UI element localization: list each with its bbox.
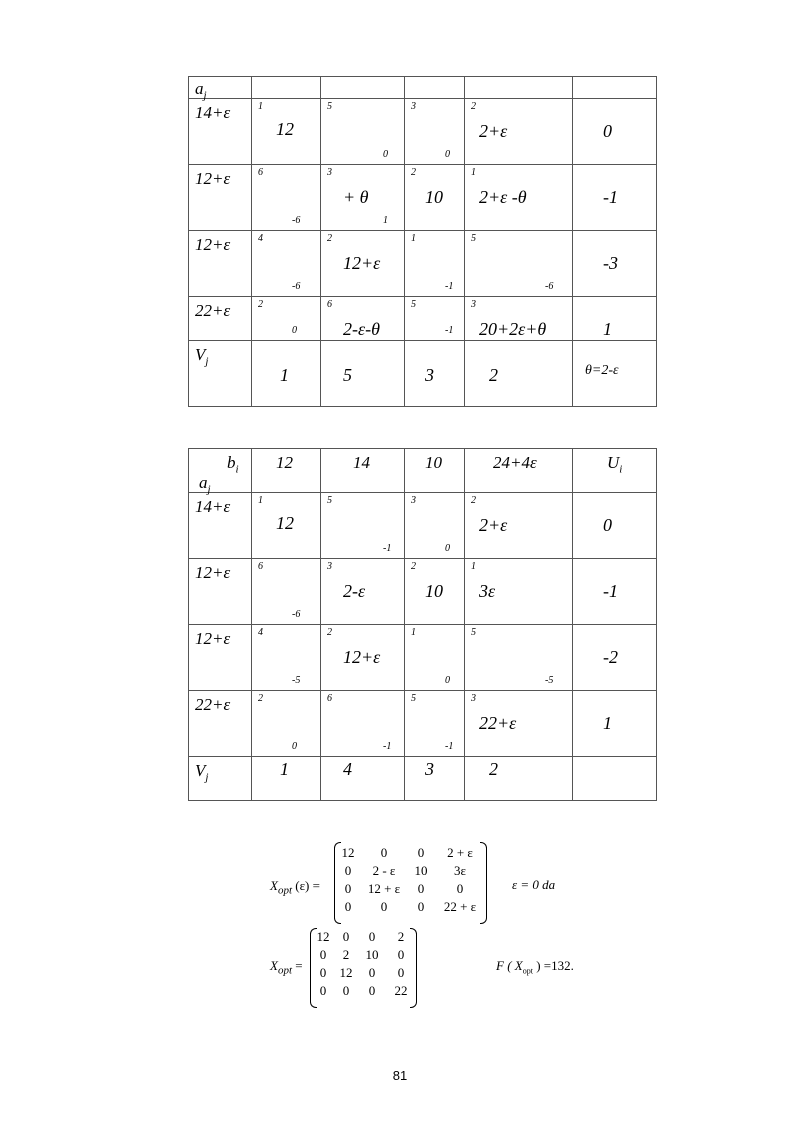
matrix-2 <box>312 929 416 999</box>
table-row <box>189 231 657 297</box>
demand-cell: 10 <box>405 449 465 493</box>
supply-cell <box>189 625 252 691</box>
potential-v-symbol: V <box>195 345 206 364</box>
matrix-entry: 22 <box>394 983 408 998</box>
route-estimate: -1 <box>383 741 392 752</box>
route-cell <box>465 99 573 165</box>
route-cell <box>321 493 405 559</box>
route-cell <box>465 231 573 297</box>
matrix-entry: 12 <box>316 929 330 944</box>
route-cost: 2 <box>411 561 416 572</box>
table-row <box>189 99 657 165</box>
route-cost: 5 <box>471 627 476 638</box>
demand-cell: 14 <box>321 449 405 493</box>
route-cell <box>252 559 321 625</box>
matrix-entry: 0 <box>368 929 376 944</box>
matrix-entry: 0 <box>456 881 464 896</box>
route-estimate: 0 <box>445 149 450 160</box>
route-cost: 3 <box>411 101 416 112</box>
potential-v-value: 5 <box>343 365 352 385</box>
route-cost: 3 <box>471 693 476 704</box>
route-allocation: 20+2ε+θ <box>479 319 547 339</box>
matrix-entry: 0 <box>319 947 327 962</box>
table-row <box>189 559 657 625</box>
potential-u-value: -1 <box>603 187 618 207</box>
supply-cell <box>189 99 252 165</box>
route-estimate: -1 <box>383 543 392 554</box>
route-estimate: -5 <box>292 675 301 686</box>
route-cell <box>465 559 573 625</box>
route-cell <box>405 99 465 165</box>
potential-u-value: -1 <box>603 581 618 601</box>
table-header-row <box>189 449 657 493</box>
transport-table-2 <box>188 448 657 801</box>
matrix-entry: 12 + ε <box>367 881 401 896</box>
matrix-entry: 12 <box>339 965 353 980</box>
matrix-2-right-bracket <box>410 928 417 1008</box>
route-allocation: 2-ε-θ <box>343 319 380 339</box>
route-estimate: 0 <box>292 741 297 752</box>
route-cell <box>252 493 321 559</box>
route-allocation: 12 <box>276 119 294 139</box>
route-cost: 2 <box>471 495 476 506</box>
demand-cell: 24+4ε <box>465 449 573 493</box>
matrix-entry: 0 <box>417 845 425 860</box>
potential-v-cell <box>252 341 321 407</box>
supply-value: 22+ε <box>195 301 231 320</box>
matrix-1 <box>334 845 484 915</box>
route-allocation: 10 <box>425 187 443 207</box>
route-cell <box>252 231 321 297</box>
route-estimate: -1 <box>445 281 454 292</box>
theta-value: θ=2-ε <box>585 363 619 378</box>
potential-u-cell <box>573 559 657 625</box>
potential-u-cell <box>573 493 657 559</box>
route-allocation: 12+ε <box>343 253 381 273</box>
route-cost: 5 <box>327 101 332 112</box>
route-allocation: + θ <box>343 187 369 207</box>
potential-v-cell <box>252 757 321 801</box>
route-cost: 6 <box>327 299 332 310</box>
matrix-entry: 0 <box>344 863 352 878</box>
route-cost: 1 <box>471 167 476 178</box>
route-cost: 2 <box>258 693 263 704</box>
matrix-entry: 10 <box>365 947 379 962</box>
route-cost: 5 <box>471 233 476 244</box>
route-estimate: 0 <box>445 543 450 554</box>
route-cell <box>405 493 465 559</box>
table-row <box>189 493 657 559</box>
route-estimate: -5 <box>545 675 554 686</box>
matrix-entry: 3ε <box>454 863 466 878</box>
potential-v-label <box>195 761 208 783</box>
supply-cell <box>189 165 252 231</box>
supply-value: 22+ε <box>195 695 231 714</box>
potential-u-cell <box>573 99 657 165</box>
header-cell-bi-aj: $b_i$ $a_j$ <box>189 449 252 493</box>
route-estimate: -1 <box>445 741 454 752</box>
matrix-entry: 2 + ε <box>447 845 473 860</box>
supply-value: 12+ε <box>195 563 231 582</box>
route-cell <box>465 691 573 757</box>
u-header-cell: $U_i$ <box>573 449 657 493</box>
route-estimate: 0 <box>445 675 450 686</box>
matrix-entry: 0 <box>397 947 405 962</box>
route-cost: 1 <box>258 495 263 506</box>
supply-value: 14+ε <box>195 103 231 122</box>
route-cost: 1 <box>471 561 476 572</box>
potential-v-label-cell <box>189 757 252 801</box>
supply-cell <box>189 691 252 757</box>
potential-v-cell <box>465 757 573 801</box>
potential-v-row <box>189 341 657 407</box>
potential-u-cell <box>573 625 657 691</box>
epsilon-note: ε = 0 da <box>512 877 556 892</box>
table-header-row <box>189 77 657 99</box>
route-allocation: 2+ε -θ <box>479 187 527 207</box>
objective-value: F ( $X_{opt}$ ) =132. <box>496 958 574 976</box>
potential-v-value: 3 <box>425 759 434 779</box>
route-cell <box>405 625 465 691</box>
potential-v-cell <box>465 341 573 407</box>
matrix-entry: 0 <box>368 983 376 998</box>
route-estimate: -6 <box>292 215 301 226</box>
matrix-1-label: $X_{opt}$ (ε) = <box>270 878 320 897</box>
potential-u-value: 1 <box>603 319 612 339</box>
route-cost: 6 <box>258 561 263 572</box>
potential-v-value: 4 <box>343 759 352 779</box>
potential-u-value: -3 <box>603 253 618 273</box>
potential-v-value: 3 <box>425 365 434 385</box>
potential-u-cell <box>573 297 657 341</box>
supply-value: 12+ε <box>195 629 231 648</box>
demand-cell: 12 <box>252 449 321 493</box>
route-cost: 3 <box>327 561 332 572</box>
potential-v-label-cell <box>189 341 252 407</box>
supply-value: 12+ε <box>195 169 231 188</box>
matrix-entry: 0 <box>344 881 352 896</box>
route-cost: 2 <box>471 101 476 112</box>
route-cell <box>321 297 405 341</box>
matrix-entry: 0 <box>342 929 350 944</box>
route-cell <box>465 297 573 341</box>
matrix-entry: 2 <box>397 929 405 944</box>
potential-u-value: 0 <box>603 515 612 535</box>
supply-value: 12+ε <box>195 235 231 254</box>
route-cell <box>252 165 321 231</box>
route-cost: 5 <box>327 495 332 506</box>
potential-u-cell <box>573 691 657 757</box>
potential-v-value: 2 <box>489 365 498 385</box>
potential-v-value: 2 <box>489 759 498 779</box>
route-cell <box>252 99 321 165</box>
route-cell <box>405 559 465 625</box>
route-allocation: 12+ε <box>343 647 381 667</box>
matrix-entry: 0 <box>380 845 388 860</box>
route-cost: 4 <box>258 233 263 244</box>
matrix-entry: 0 <box>342 983 350 998</box>
route-cost: 6 <box>258 167 263 178</box>
route-allocation: 3ε <box>479 581 496 601</box>
route-estimate: -1 <box>445 325 454 336</box>
route-cell <box>465 493 573 559</box>
potential-v-cell <box>321 341 405 407</box>
transport-table-1 <box>188 76 657 407</box>
route-cell <box>405 297 465 341</box>
route-cost: 5 <box>411 299 416 310</box>
matrix-entry: 2 - ε <box>372 863 396 878</box>
potential-v-row <box>189 757 657 801</box>
matrix-entry: 0 <box>319 983 327 998</box>
table-row <box>189 691 657 757</box>
route-cost: 2 <box>411 167 416 178</box>
route-cost: 4 <box>258 627 263 638</box>
route-cell <box>405 165 465 231</box>
matrix-entry: 0 <box>417 881 425 896</box>
route-estimate: -6 <box>545 281 554 292</box>
route-cell <box>405 691 465 757</box>
route-cost: 2 <box>258 299 263 310</box>
potential-u-value: 0 <box>603 121 612 141</box>
route-allocation: 2-ε <box>343 581 366 601</box>
matrix-entry: 0 <box>380 899 388 914</box>
route-cost: 1 <box>411 627 416 638</box>
route-allocation: 2+ε <box>479 121 508 141</box>
route-cost: 3 <box>411 495 416 506</box>
route-estimate: -6 <box>292 281 301 292</box>
matrix-entry: 22 + ε <box>443 899 477 914</box>
route-cost: 2 <box>327 233 332 244</box>
route-cell <box>321 165 405 231</box>
matrix-2-label: $X_{opt}$ = <box>270 958 303 977</box>
table-row <box>189 297 657 341</box>
route-cell <box>252 625 321 691</box>
supply-value: 14+ε <box>195 497 231 516</box>
potential-u-value: -2 <box>603 647 618 667</box>
route-estimate: -6 <box>292 609 301 620</box>
potential-v-label <box>195 345 208 367</box>
potential-u-value: 1 <box>603 713 612 733</box>
potential-v-symbol: V <box>195 761 206 780</box>
potential-u-cell <box>573 165 657 231</box>
page-number: 81 <box>392 1068 408 1083</box>
theta-cell <box>573 341 657 407</box>
route-cost: 6 <box>327 693 332 704</box>
potential-v-cell <box>405 757 465 801</box>
route-estimate: 0 <box>292 325 297 336</box>
route-cost: 3 <box>327 167 332 178</box>
potential-v-value: 1 <box>280 759 289 779</box>
route-cell <box>252 691 321 757</box>
table-row <box>189 165 657 231</box>
potential-v-value: 1 <box>280 365 289 385</box>
potential-u-cell <box>573 231 657 297</box>
matrix-entry: 0 <box>417 899 425 914</box>
empty-cell <box>573 757 657 801</box>
matrix-entry: 12 <box>341 845 355 860</box>
route-estimate: 0 <box>383 149 388 160</box>
matrix-entry: 2 <box>342 947 350 962</box>
route-cost: 1 <box>258 101 263 112</box>
route-cell <box>321 559 405 625</box>
route-cost: 5 <box>411 693 416 704</box>
route-cell <box>252 297 321 341</box>
supply-cell <box>189 297 252 341</box>
matrix-entry: 10 <box>414 863 428 878</box>
route-cell <box>405 231 465 297</box>
potential-v-cell <box>321 757 405 801</box>
matrix-1-right-bracket <box>480 842 487 924</box>
route-cell <box>321 625 405 691</box>
table-row <box>189 625 657 691</box>
route-allocation: 12 <box>276 513 294 533</box>
route-estimate: 1 <box>383 215 388 226</box>
route-cell <box>321 99 405 165</box>
supply-cell <box>189 493 252 559</box>
route-cell <box>465 625 573 691</box>
supply-cell <box>189 559 252 625</box>
potential-v-subscript: j <box>205 771 209 784</box>
route-allocation: 10 <box>425 581 443 601</box>
matrix-entry: 0 <box>319 965 327 980</box>
potential-v-subscript: j <box>205 355 209 368</box>
route-cell <box>321 691 405 757</box>
route-cell <box>465 165 573 231</box>
matrix-entry: 0 <box>344 899 352 914</box>
route-allocation: 2+ε <box>479 515 508 535</box>
route-allocation: 22+ε <box>479 713 517 733</box>
route-cost: 2 <box>327 627 332 638</box>
route-cost: 1 <box>411 233 416 244</box>
supply-cell <box>189 231 252 297</box>
matrix-entry: 0 <box>368 965 376 980</box>
route-cell <box>321 231 405 297</box>
potential-v-cell <box>405 341 465 407</box>
header-cell-aj: $a_j$ <box>189 77 252 99</box>
matrix-entry: 0 <box>397 965 405 980</box>
route-cost: 3 <box>471 299 476 310</box>
